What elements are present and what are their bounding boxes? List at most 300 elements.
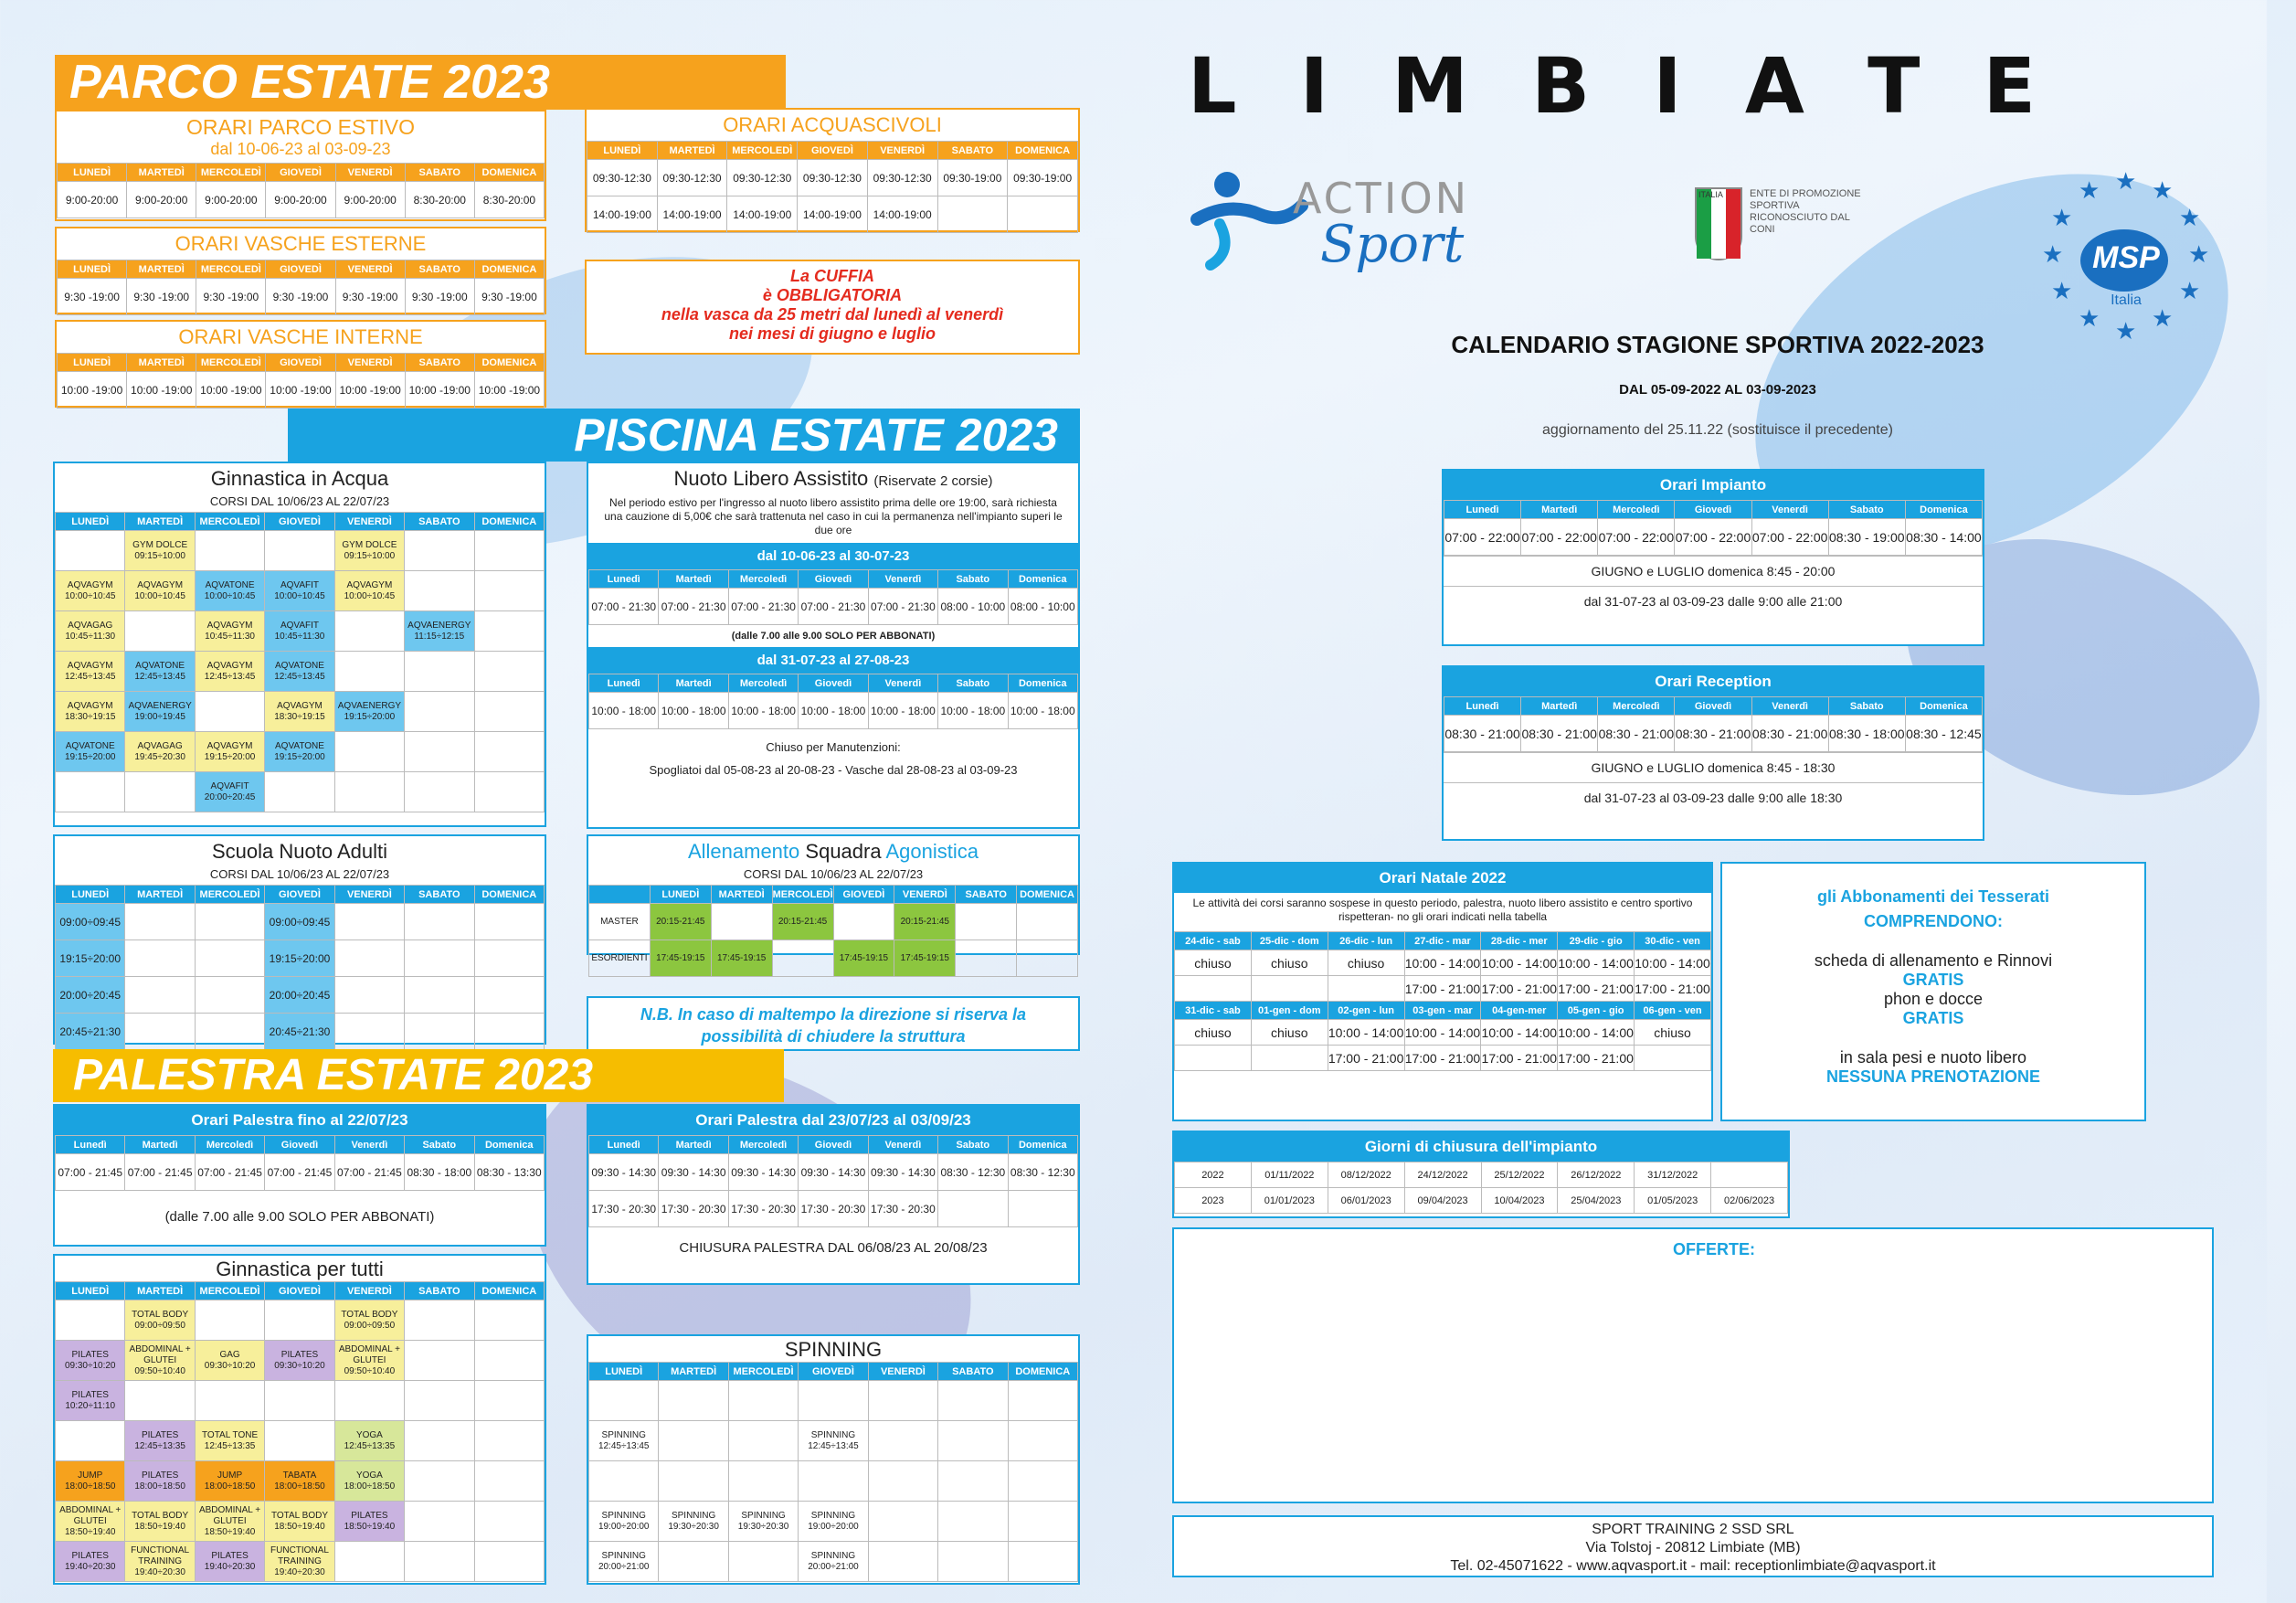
schedule-cell: 24/12/2022 xyxy=(1404,1162,1481,1188)
schedule-cell xyxy=(405,1542,474,1582)
schedule-cell xyxy=(938,1381,1008,1421)
schedule-cell: 2023 xyxy=(1175,1188,1252,1214)
day-header: LUNEDÌ xyxy=(56,886,125,904)
table-row xyxy=(56,1542,545,1582)
schedule-cell: 9:30 -19:00 xyxy=(335,279,405,315)
natale-table xyxy=(1174,931,1711,1071)
schedule-cell: AQVAGAG 19:45÷20:30 xyxy=(125,732,195,772)
day-header: Venerdì xyxy=(1751,501,1828,519)
schedule-cell: 08:30 - 21:00 xyxy=(1675,716,1751,752)
schedule-cell xyxy=(728,1461,798,1502)
schedule-cell: 07:00 - 21:30 xyxy=(589,589,659,625)
schedule-cell: 08:30 - 12:30 xyxy=(1008,1154,1077,1191)
sport-text: Sport xyxy=(1320,215,1465,274)
schedule-cell xyxy=(868,1461,937,1502)
palestra1-table xyxy=(55,1135,545,1191)
ginnastica-acqua-box xyxy=(53,462,546,827)
table-row xyxy=(589,1461,1078,1502)
schedule-cell: PILATES 18:00÷18:50 xyxy=(125,1461,195,1502)
day-header: Domenica xyxy=(1008,674,1077,693)
schedule-cell: 10:00 -19:00 xyxy=(405,372,474,409)
msp-text: MSP xyxy=(2092,240,2160,275)
day-header: Domenica xyxy=(1905,697,1982,716)
schedule-cell: AQVAGYM 10:00÷10:45 xyxy=(56,571,125,611)
day-header: DOMENICA xyxy=(474,886,544,904)
schedule-cell: 09:30 - 14:30 xyxy=(589,1154,659,1191)
schedule-cell xyxy=(711,904,772,940)
schedule-cell: 17:45-19:15 xyxy=(650,940,711,977)
day-header: Sabato xyxy=(1828,697,1905,716)
schedule-cell xyxy=(56,531,125,571)
scuola-nuoto-box xyxy=(53,834,546,1045)
schedule-cell: 14:00-19:00 xyxy=(798,196,868,233)
schedule-cell: 07:00 - 21:45 xyxy=(334,1154,404,1191)
schedule-cell xyxy=(125,611,195,652)
schedule-cell xyxy=(334,1542,404,1582)
day-header: GIOVEDÌ xyxy=(799,1363,868,1381)
day-header: 24-dic - sab xyxy=(1175,932,1252,950)
footer-box xyxy=(1172,1515,2214,1577)
nuoto-libero-table1 xyxy=(588,569,1078,625)
table-row xyxy=(589,1191,1078,1227)
schedule-cell xyxy=(334,904,404,940)
schedule-cell: 14:00-19:00 xyxy=(657,196,727,233)
day-header: GIOVEDÌ xyxy=(265,513,334,531)
schedule-cell: 10:00 - 18:00 xyxy=(799,693,868,729)
schedule-cell xyxy=(1017,904,1078,940)
abbonamenti-l4: GRATIS xyxy=(1902,971,1964,989)
footer-company: SPORT TRAINING 2 SSD SRL xyxy=(1592,1522,1794,1537)
day-header: Sabato xyxy=(938,570,1008,589)
schedule-cell: 07:00 - 21:45 xyxy=(56,1154,125,1191)
schedule-cell xyxy=(56,772,125,812)
schedule-cell xyxy=(195,1014,264,1050)
impianto-table xyxy=(1444,500,1983,556)
schedule-cell xyxy=(868,1381,937,1421)
day-header: Martedì xyxy=(659,674,728,693)
schedule-cell: ABDOMINAL + GLUTEI 18:50÷19:40 xyxy=(56,1502,125,1542)
vasche-interne-box xyxy=(55,320,546,408)
parco-estivo-table xyxy=(57,163,545,218)
svg-text:★: ★ xyxy=(2079,176,2100,204)
schedule-cell xyxy=(405,1014,474,1050)
schedule-cell xyxy=(334,977,404,1014)
schedule-cell: 08:30 - 13:30 xyxy=(474,1154,544,1191)
day-header: Domenica xyxy=(1008,570,1077,589)
schedule-cell xyxy=(265,531,334,571)
schedule-cell xyxy=(1008,1191,1077,1227)
schedule-cell: 10:00 - 14:00 xyxy=(1481,950,1558,976)
schedule-cell: 20:00÷20:45 xyxy=(265,977,334,1014)
table-row xyxy=(1175,1162,1788,1188)
schedule-cell: 20:45÷21:30 xyxy=(265,1014,334,1050)
table-row xyxy=(1175,976,1711,1002)
schedule-cell xyxy=(1017,940,1078,977)
abbonamenti-box xyxy=(1720,862,2146,1121)
schedule-cell xyxy=(589,1381,659,1421)
schedule-cell xyxy=(405,940,474,977)
natale-title: Orari Natale 2022 xyxy=(1174,864,1711,893)
vasche-esterne-title: ORARI VASCHE ESTERNE xyxy=(175,232,427,255)
manutenzione-title: Chiuso per Manutenzioni: xyxy=(766,740,901,754)
schedule-cell: 8:30-20:00 xyxy=(474,182,544,218)
schedule-cell: 07:00 - 22:00 xyxy=(1675,519,1751,556)
nuoto-libero-title: Nuoto Libero Assistito (Riservate 2 corsie) xyxy=(673,467,993,490)
schedule-cell: 07:00 - 22:00 xyxy=(1521,519,1598,556)
day-header: SABATO xyxy=(405,354,474,372)
day-header: VENERDÌ xyxy=(334,513,404,531)
schedule-cell: SPINNING 19:00÷20:00 xyxy=(589,1502,659,1542)
day-header: GIOVEDÌ xyxy=(265,1282,334,1300)
schedule-cell xyxy=(956,904,1017,940)
schedule-cell: 31/12/2022 xyxy=(1635,1162,1711,1188)
msp-logo xyxy=(2028,169,2211,352)
day-header: Lunedì xyxy=(1444,501,1521,519)
schedule-cell: 07:00 - 22:00 xyxy=(1751,519,1828,556)
day-header: DOMENICA xyxy=(1008,142,1078,160)
svg-text:★: ★ xyxy=(2115,317,2137,345)
schedule-cell: SPINNING 20:00÷21:00 xyxy=(799,1542,868,1582)
day-header: Sabato xyxy=(405,1136,474,1154)
schedule-cell: chiuso xyxy=(1635,1020,1711,1046)
table-row xyxy=(56,692,545,732)
schedule-cell xyxy=(334,1014,404,1050)
day-header: GIOVEDÌ xyxy=(266,260,335,279)
schedule-cell xyxy=(334,940,404,977)
schedule-cell xyxy=(1175,976,1252,1002)
parco-estivo-title: ORARI PARCO ESTIVO xyxy=(185,115,416,139)
schedule-cell xyxy=(868,1502,937,1542)
action-text: ACTION xyxy=(1293,174,1470,223)
schedule-cell: chiuso xyxy=(1251,1020,1328,1046)
schedule-cell: 10:00 -19:00 xyxy=(335,372,405,409)
schedule-cell: AQVAFIT 10:00÷10:45 xyxy=(265,571,334,611)
schedule-cell xyxy=(195,977,264,1014)
day-header: Mercoledì xyxy=(1598,501,1675,519)
schedule-cell: PILATES 19:40÷20:30 xyxy=(56,1542,125,1582)
piscina-banner: PISCINA ESTATE 2023 xyxy=(288,409,1080,462)
schedule-cell: 2022 xyxy=(1175,1162,1252,1188)
schedule-cell xyxy=(1008,196,1078,233)
schedule-cell: 07:00 - 21:30 xyxy=(659,589,728,625)
schedule-cell: 09:30-12:30 xyxy=(657,160,727,196)
schedule-cell: 08:30 - 12:45 xyxy=(1905,716,1982,752)
day-header: Martedì xyxy=(659,570,728,589)
schedule-cell xyxy=(405,772,474,812)
schedule-cell: 10:00 - 14:00 xyxy=(1558,1020,1635,1046)
day-header: 30-dic - ven xyxy=(1635,932,1711,950)
reception-table xyxy=(1444,696,1983,752)
impianto-box xyxy=(1442,469,1984,646)
day-header: GIOVEDÌ xyxy=(798,142,868,160)
schedule-cell xyxy=(195,1381,264,1421)
chiusura-table xyxy=(1174,1162,1788,1214)
day-header: GIOVEDÌ xyxy=(833,886,894,904)
schedule-cell xyxy=(405,977,474,1014)
schedule-cell: 07:00 - 21:45 xyxy=(195,1154,264,1191)
schedule-cell: 09:30 - 14:30 xyxy=(659,1154,728,1191)
schedule-cell xyxy=(56,1421,125,1461)
day-header: MARTEDÌ xyxy=(125,886,195,904)
day-header: LUNEDÌ xyxy=(56,1282,125,1300)
schedule-cell xyxy=(405,1421,474,1461)
impianto-title: Orari Impianto xyxy=(1444,471,1983,500)
schedule-cell xyxy=(56,1300,125,1341)
schedule-cell: AQVAGYM 10:00÷10:45 xyxy=(334,571,404,611)
schedule-cell: 17:30 - 20:30 xyxy=(799,1191,868,1227)
schedule-cell: 01/01/2023 xyxy=(1251,1188,1328,1214)
schedule-cell: 10:00 - 18:00 xyxy=(938,693,1008,729)
schedule-cell xyxy=(125,904,195,940)
scuola-nuoto-sub: CORSI DAL 10/06/23 AL 22/07/23 xyxy=(209,867,390,881)
parco-estivo-box xyxy=(55,110,546,221)
day-header: Lunedì xyxy=(589,570,659,589)
palestra2-table xyxy=(588,1135,1078,1227)
schedule-cell xyxy=(195,1300,264,1341)
schedule-cell xyxy=(195,940,264,977)
schedule-cell: 10:00 - 14:00 xyxy=(1481,1020,1558,1046)
schedule-cell xyxy=(799,1381,868,1421)
day-header: GIOVEDÌ xyxy=(266,354,335,372)
table-row xyxy=(1175,950,1711,976)
schedule-cell xyxy=(125,772,195,812)
schedule-cell: 07:00 - 22:00 xyxy=(1598,519,1675,556)
schedule-cell: 20:15-21:45 xyxy=(772,904,833,940)
scuola-nuoto-title: Scuola Nuoto Adulti xyxy=(211,840,388,863)
schedule-cell xyxy=(474,652,544,692)
schedule-cell: chiuso xyxy=(1175,950,1252,976)
schedule-cell: PILATES 12:45÷13:35 xyxy=(125,1421,195,1461)
svg-text:★: ★ xyxy=(2152,176,2174,204)
schedule-cell: AQVATONE 12:45÷13:45 xyxy=(125,652,195,692)
day-header: VENERDÌ xyxy=(335,354,405,372)
schedule-cell xyxy=(474,940,544,977)
day-header: DOMENICA xyxy=(474,1282,544,1300)
palestra-banner: PALESTRA ESTATE 2023 xyxy=(53,1049,784,1102)
schedule-cell xyxy=(474,977,544,1014)
palestra1-title: Orari Palestra fino al 22/07/23 xyxy=(55,1106,545,1135)
schedule-cell xyxy=(474,772,544,812)
corner-header xyxy=(589,886,651,904)
schedule-cell xyxy=(405,1300,474,1341)
schedule-cell: AQVAGYM 18:30÷19:15 xyxy=(56,692,125,732)
nuoto-libero-period2: dal 31-07-23 al 27-08-23 xyxy=(588,647,1078,674)
schedule-cell xyxy=(474,1300,544,1341)
table-row xyxy=(589,1381,1078,1421)
day-header: DOMENICA xyxy=(474,513,544,531)
svg-text:★: ★ xyxy=(2051,204,2073,231)
schedule-cell: 17:00 - 21:00 xyxy=(1481,976,1558,1002)
schedule-cell xyxy=(938,1502,1008,1542)
schedule-cell: 10:00 - 14:00 xyxy=(1328,1020,1404,1046)
day-header: MARTEDÌ xyxy=(657,142,727,160)
schedule-cell xyxy=(474,531,544,571)
schedule-cell: 10:00 -19:00 xyxy=(266,372,335,409)
impianto-note2: dal 31-07-23 al 03-09-23 dalle 9:00 alle 21:00 xyxy=(1444,586,1983,616)
day-header: SABATO xyxy=(405,1282,474,1300)
day-header: LUNEDÌ xyxy=(58,164,127,182)
spinning-table xyxy=(588,1362,1078,1582)
schedule-cell xyxy=(1635,1046,1711,1071)
day-header: DOMENICA xyxy=(474,354,544,372)
palestra2-note: CHIUSURA PALESTRA DAL 06/08/23 AL 20/08/23 xyxy=(679,1240,988,1256)
cuffia-line4: nei mesi di giugno e luglio xyxy=(728,324,936,343)
schedule-cell: 9:00-20:00 xyxy=(58,182,127,218)
day-header: LUNEDÌ xyxy=(589,1363,659,1381)
day-header: VENERDÌ xyxy=(868,1363,937,1381)
vasche-interne-table xyxy=(57,353,545,409)
palestra1-box xyxy=(53,1104,546,1247)
abbonamenti-l7: in sala pesi e nuoto libero xyxy=(1839,1048,2027,1067)
schedule-cell: 09:30 - 14:30 xyxy=(868,1154,937,1191)
table-row xyxy=(587,160,1078,196)
schedule-cell xyxy=(334,772,404,812)
schedule-cell: 17:30 - 20:30 xyxy=(868,1191,937,1227)
day-header: MERCOLEDÌ xyxy=(727,142,798,160)
schedule-cell: 10:00 - 18:00 xyxy=(728,693,798,729)
day-header: Giovedì xyxy=(799,570,868,589)
day-header: MERCOLEDÌ xyxy=(195,1282,264,1300)
schedule-cell: 17:45-19:15 xyxy=(894,940,956,977)
day-header: LUNEDÌ xyxy=(587,142,658,160)
schedule-cell: 10:00 - 14:00 xyxy=(1558,950,1635,976)
schedule-cell: 9:30 -19:00 xyxy=(405,279,474,315)
schedule-cell xyxy=(474,1502,544,1542)
schedule-cell xyxy=(1008,1502,1077,1542)
schedule-cell: 08:30 - 19:00 xyxy=(1828,519,1905,556)
schedule-cell xyxy=(474,1381,544,1421)
schedule-cell xyxy=(938,1542,1008,1582)
day-header: GIOVEDÌ xyxy=(265,886,334,904)
schedule-cell: AQVAFIT 10:45÷11:30 xyxy=(265,611,334,652)
day-header: Lunedì xyxy=(589,1136,659,1154)
schedule-cell: 09:30-19:00 xyxy=(937,160,1008,196)
table-row xyxy=(1175,1188,1788,1214)
schedule-cell: 07:00 - 21:30 xyxy=(728,589,798,625)
svg-text:★: ★ xyxy=(2115,167,2137,195)
schedule-cell xyxy=(659,1542,728,1582)
schedule-cell: JUMP 18:00÷18:50 xyxy=(56,1461,125,1502)
schedule-cell: 10:00 - 14:00 xyxy=(1404,1020,1481,1046)
day-header: Venerdì xyxy=(334,1136,404,1154)
schedule-cell: AQVATONE 12:45÷13:45 xyxy=(265,652,334,692)
schedule-cell: 09:00÷09:45 xyxy=(265,904,334,940)
schedule-cell: 17:00 - 21:00 xyxy=(1328,1046,1404,1071)
schedule-cell: PILATES 09:30÷10:20 xyxy=(56,1341,125,1381)
schedule-cell: 01/05/2023 xyxy=(1635,1188,1711,1214)
day-header: MERCOLEDÌ xyxy=(196,260,266,279)
day-header: MERCOLEDÌ xyxy=(772,886,833,904)
table-row xyxy=(56,732,545,772)
day-header: Giovedì xyxy=(1675,697,1751,716)
day-header: MARTEDÌ xyxy=(659,1363,728,1381)
ginnastica-tutti-title: Ginnastica per tutti xyxy=(216,1258,384,1280)
day-header: Sabato xyxy=(938,1136,1008,1154)
day-header: Martedì xyxy=(1521,501,1598,519)
day-header: Sabato xyxy=(938,674,1008,693)
day-header: Lunedì xyxy=(1444,697,1521,716)
day-header: Mercoledì xyxy=(1598,697,1675,716)
schedule-cell: JUMP 18:00÷18:50 xyxy=(195,1461,264,1502)
calendar-title: CALENDARIO STAGIONE SPORTIVA 2022-2023 xyxy=(1451,331,1984,358)
schedule-cell: AQVAGYM 12:45÷13:45 xyxy=(56,652,125,692)
schedule-cell xyxy=(1251,1046,1328,1071)
day-header: Mercoledì xyxy=(195,1136,264,1154)
schedule-cell: AQVATONE 19:15÷20:00 xyxy=(265,732,334,772)
nuoto-libero-note: (dalle 7.00 alle 9.00 SOLO PER ABBONATI) xyxy=(731,631,936,642)
schedule-cell xyxy=(956,940,1017,977)
schedule-cell: 10:00 -19:00 xyxy=(127,372,196,409)
abbonamenti-l1: gli Abbonamenti dei Tesserati xyxy=(1816,887,2050,906)
schedule-cell: AQVAFIT 20:00÷20:45 xyxy=(195,772,264,812)
abbonamenti-l3: scheda di allenamento e Rinnovi xyxy=(1814,951,2053,970)
day-header: MERCOLEDÌ xyxy=(196,164,266,182)
schedule-cell: 08/12/2022 xyxy=(1328,1162,1404,1188)
schedule-cell: FUNCTIONAL TRAINING 19:40÷20:30 xyxy=(125,1542,195,1582)
schedule-cell: chiuso xyxy=(1251,950,1328,976)
day-header: MARTEDÌ xyxy=(127,260,196,279)
schedule-cell: SPINNING 19:00÷20:00 xyxy=(799,1502,868,1542)
day-header: 25-dic - dom xyxy=(1251,932,1328,950)
manutenzione-text: Spogliatoi dal 05-08-23 al 20-08-23 - Vasche dal 28-08-23 al 03-09-23 xyxy=(649,763,1018,777)
schedule-cell xyxy=(405,1381,474,1421)
schedule-cell: 01/11/2022 xyxy=(1251,1162,1328,1188)
table-row xyxy=(56,1421,545,1461)
reception-box xyxy=(1442,665,1984,841)
schedule-cell: GAG 09:30÷10:20 xyxy=(195,1341,264,1381)
schedule-cell: 9:30 -19:00 xyxy=(127,279,196,315)
day-header: DOMENICA xyxy=(474,164,544,182)
schedule-cell: 08:30 - 21:00 xyxy=(1521,716,1598,752)
schedule-cell xyxy=(728,1421,798,1461)
schedule-cell: 09:00÷09:45 xyxy=(56,904,125,940)
day-header: SABATO xyxy=(405,513,474,531)
schedule-cell xyxy=(195,904,264,940)
svg-text:★: ★ xyxy=(2188,240,2210,268)
schedule-cell: 9:30 -19:00 xyxy=(266,279,335,315)
schedule-cell xyxy=(125,940,195,977)
day-header: VENERDÌ xyxy=(867,142,937,160)
table-row xyxy=(56,652,545,692)
schedule-cell: AQVAGYM 12:45÷13:45 xyxy=(195,652,264,692)
schedule-cell xyxy=(405,652,474,692)
parco-banner: PARCO ESTATE 2023 xyxy=(55,55,786,110)
table-row xyxy=(56,531,545,571)
schedule-cell: 9:00-20:00 xyxy=(266,182,335,218)
schedule-cell: 17:00 - 21:00 xyxy=(1481,1046,1558,1071)
schedule-cell: 20:15-21:45 xyxy=(650,904,711,940)
table-row xyxy=(1175,1046,1711,1071)
acquascivoli-title: ORARI ACQUASCIVOLI xyxy=(723,113,942,136)
day-header: Venerdì xyxy=(1751,697,1828,716)
schedule-cell xyxy=(195,692,264,732)
table-row xyxy=(589,1421,1078,1461)
schedule-cell: 10:00 - 14:00 xyxy=(1404,950,1481,976)
schedule-cell: 10:00 - 18:00 xyxy=(659,693,728,729)
vasche-interne-title: ORARI VASCHE INTERNE xyxy=(178,325,423,348)
schedule-cell: 07:00 - 21:45 xyxy=(125,1154,195,1191)
vasche-esterne-box xyxy=(55,227,546,314)
day-header: SABATO xyxy=(405,260,474,279)
day-header: LUNEDÌ xyxy=(650,886,711,904)
schedule-cell: 07:00 - 21:30 xyxy=(799,589,868,625)
day-header: MARTEDÌ xyxy=(127,164,196,182)
schedule-cell: 9:30 -19:00 xyxy=(58,279,127,315)
schedule-cell: 10:00 -19:00 xyxy=(474,372,544,409)
day-header: Giovedì xyxy=(265,1136,334,1154)
schedule-cell: 08:30 - 21:00 xyxy=(1751,716,1828,752)
table-row xyxy=(56,571,545,611)
